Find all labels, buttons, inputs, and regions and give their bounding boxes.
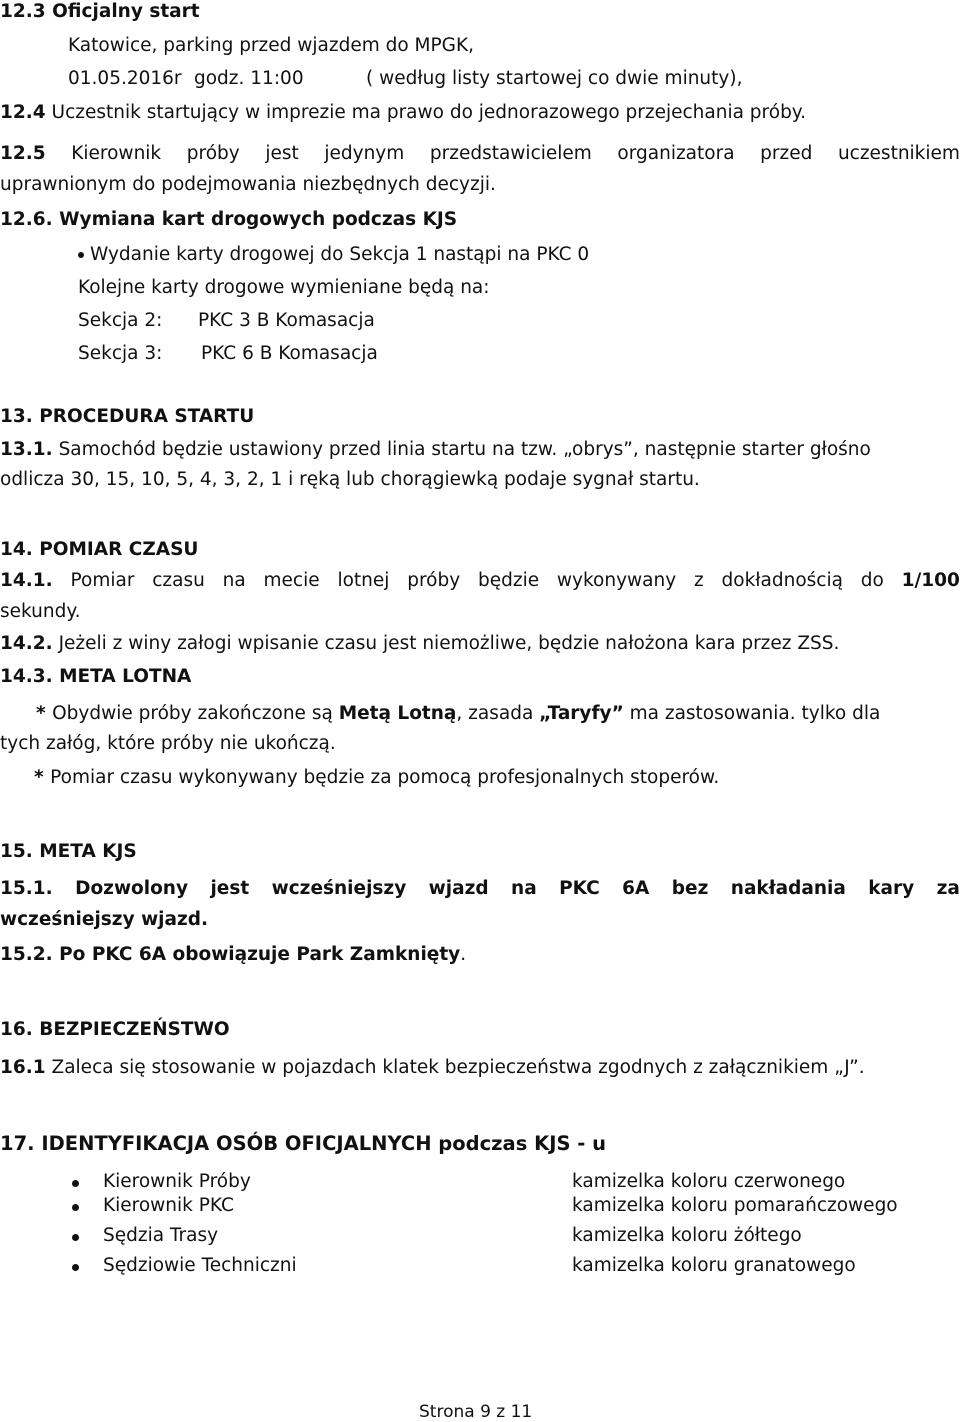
section-16-1-number: 16.1 (0, 1057, 46, 1078)
section-15-2 (0, 946, 466, 965)
word: bez (671, 878, 709, 899)
word: przedstawicielem (429, 143, 592, 164)
section-14-1-number: 14.1. (0, 570, 53, 591)
word: jest (210, 878, 250, 899)
word: nakładania (730, 878, 846, 899)
rule-text: Obydwie próby zakończone są (52, 703, 339, 724)
word: Dozwolony (75, 878, 189, 899)
word: wcześniejszy (271, 878, 407, 899)
section-12-4-text: Uczestnik startujący w imprezie ma prawo do jednorazowego przejechania próby. (45, 102, 806, 123)
section-2-label: Sekcja 2: (78, 310, 163, 331)
word: będzie (477, 570, 540, 591)
section-12-5-line1 (0, 145, 960, 164)
section-15-heading: 15. META KJS (0, 841, 137, 862)
section-2-value: PKC 3 B Komasacja (198, 310, 375, 331)
precision-value: 1/100 (901, 570, 960, 591)
word: przed (760, 143, 813, 164)
section-15-1-number: 15.1. (0, 878, 53, 899)
section-12-5-number: 12.5 (0, 143, 46, 164)
flying-finish-term: Metą Lotną (338, 703, 457, 724)
word: za (936, 878, 960, 899)
section-16-heading: 16. BEZPIECZEŃSTWO (0, 1019, 230, 1040)
section-14-heading: 14. POMIAR CZASU (0, 539, 199, 560)
word: kary (868, 878, 915, 899)
word: mecie (263, 570, 320, 591)
official-vest: kamizelka koloru pomarańczowego (572, 1195, 898, 1216)
rule-text: ma zastosowania. tylko dla (623, 703, 881, 724)
official-vest: kamizelka koloru żółtego (572, 1225, 802, 1246)
card-exchange-intro: Kolejne karty drogowe wymieniane będą na: (78, 277, 490, 298)
word: do (860, 570, 884, 591)
word: organizatora (617, 143, 735, 164)
section-13-1-number: 13.1. (0, 439, 53, 460)
page-number: Strona 9 z 11 (419, 1402, 533, 1422)
section-14-2-number: 14.2. (0, 633, 53, 654)
period: . (460, 944, 467, 965)
section-17-heading: 17. IDENTYFIKACJA OSÓB OFICJALNYCH podczas KJS - u (0, 1132, 607, 1155)
word: jedynym (324, 143, 405, 164)
word: czasu (152, 570, 205, 591)
start-date: 01.05.2016r (68, 68, 182, 89)
bullet-icon (72, 1234, 79, 1241)
section-16-1-text: Zaleca się stosowanie w pojazdach klatek bezpieczeństwa zgodnych z załącznikiem „J”. (45, 1057, 865, 1078)
asterisk: * (34, 767, 51, 788)
word: lotnej (337, 570, 390, 591)
section-12-5-line2: uprawnionym do podejmowania niezbędnych decyzji. (0, 174, 496, 195)
word: uczestnikiem (837, 143, 960, 164)
word: na (222, 570, 246, 591)
section-13-1-line1 (0, 441, 871, 460)
section-3-value: PKC 6 B Komasacja (201, 343, 378, 364)
bullet-icon (72, 1204, 79, 1211)
start-time: godz. 11:00 (194, 68, 304, 89)
asterisk: * (36, 703, 53, 724)
word: PKC (559, 878, 600, 899)
stopwatch-rule (34, 769, 719, 788)
section-12-4 (0, 104, 806, 123)
bullet-icon (72, 1264, 79, 1271)
section-14-2 (0, 635, 839, 654)
section-15-1-line2: wcześniejszy wjazd. (0, 909, 209, 930)
bullet-icon (78, 252, 84, 258)
official-role: Kierownik Próby (103, 1171, 251, 1192)
word: próby (186, 143, 240, 164)
rule-text: , zasada (456, 703, 540, 724)
section-15-1-line1 (0, 880, 960, 899)
word: na (511, 878, 537, 899)
word: z (693, 570, 704, 591)
start-location: Katowice, parking przed wjazdem do MPGK, (68, 35, 475, 56)
section-3-label: Sekcja 3: (78, 343, 163, 364)
word: 6A (622, 878, 650, 899)
bullet-icon (72, 1180, 79, 1187)
official-role: Sędziowie Techniczni (103, 1255, 297, 1276)
section-12-3-heading: 12.3 Oficjalny start (0, 1, 200, 22)
card-issue-line: Wydanie karty drogowej do Sekcja 1 nastąpi na PKC 0 (90, 244, 590, 265)
word: wjazd (428, 878, 489, 899)
section-12-4-number: 12.4 (0, 102, 46, 123)
word: jest (265, 143, 299, 164)
flying-finish-rule (36, 705, 880, 724)
official-vest: kamizelka koloru granatowego (572, 1255, 856, 1276)
word: próby (407, 570, 461, 591)
section-13-1-text: Samochód będzie ustawiony przed linia startu na tzw. „obrys”, następnie starter głośno (52, 439, 871, 460)
official-role: Sędzia Trasy (103, 1225, 219, 1246)
section-13-heading: 13. PROCEDURA STARTU (0, 406, 255, 427)
word: Kierownik (71, 143, 162, 164)
official-vest: kamizelka koloru czerwonego (572, 1171, 846, 1192)
section-12-6-heading: 12.6. Wymiana kart drogowych podczas KJS (0, 209, 458, 230)
section-16-1 (0, 1059, 865, 1078)
word: wykonywany (556, 570, 677, 591)
section-14-3-heading: 14.3. META LOTNA (0, 666, 192, 687)
official-role: Kierownik PKC (103, 1195, 234, 1216)
word: Pomiar (70, 570, 135, 591)
tariff-term: „Taryfy” (539, 703, 624, 724)
section-14-1-line2: sekundy. (0, 601, 81, 622)
start-note: ( według listy startowej co dwie minuty), (366, 68, 743, 89)
flying-finish-rule-line2: tych załóg, które próby nie ukończą. (0, 733, 336, 754)
word: dokładnością (721, 570, 843, 591)
section-15-2-text: 15.2. Po PKC 6A obowiązuje Park Zamknięty (0, 944, 461, 965)
section-13-1-line2: odlicza 30, 15, 10, 5, 4, 3, 2, 1 i ręką lub chorągiewką podaje sygnał startu. (0, 469, 700, 490)
section-14-2-text: Jeżeli z winy załogi wpisanie czasu jest niemożliwe, będzie nałożona kara przez ZSS. (52, 633, 840, 654)
rule-text: Pomiar czasu wykonywany będzie za pomocą profesjonalnych stoperów. (50, 767, 720, 788)
section-14-1-line1 (0, 572, 960, 591)
